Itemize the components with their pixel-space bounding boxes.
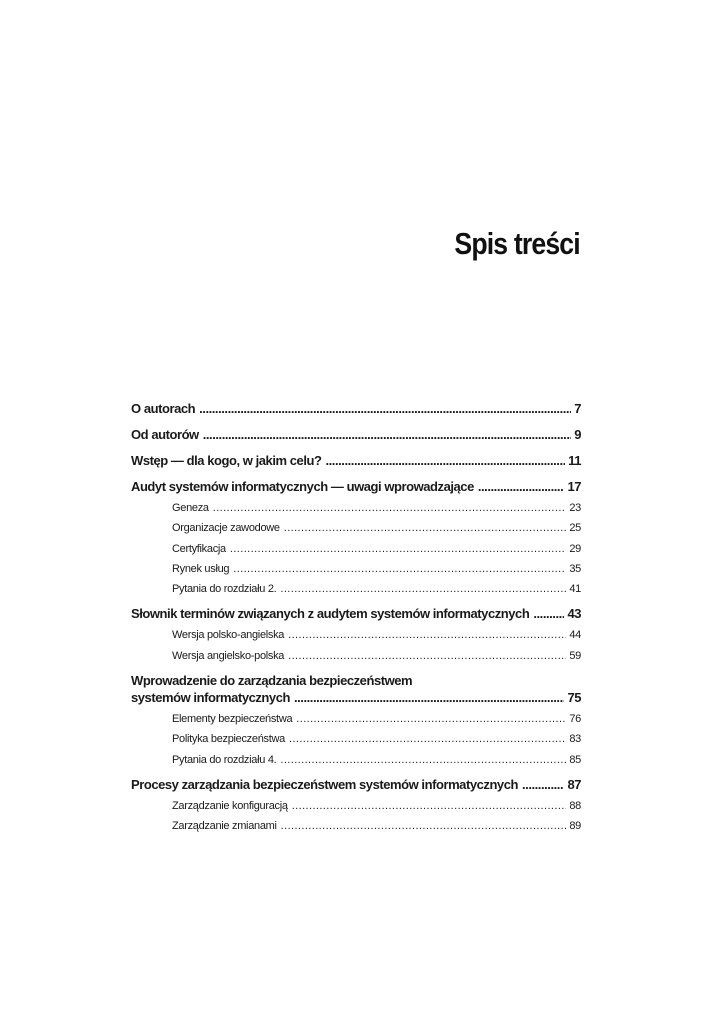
toc-subentry-label: Pytania do rozdziału 4. — [172, 753, 277, 766]
toc-subentry[interactable] — [131, 796, 581, 816]
toc-entry-label: Od autorów — [131, 427, 199, 442]
toc-page-number: 59 — [569, 649, 581, 662]
dot-leader — [280, 750, 566, 770]
toc-subentry-label: Certyfikacja — [172, 542, 226, 555]
toc-entry-label: Słownik terminów związanych z audytem systemów informatycznych — [131, 606, 530, 622]
dot-leader — [213, 498, 567, 518]
toc-entry-wstep[interactable] — [131, 452, 581, 470]
toc-page-number: 85 — [569, 753, 581, 766]
toc-subentry-label: Wersja polsko-angielska — [172, 629, 285, 642]
toc-page-number: 75 — [567, 690, 581, 706]
toc-entry-label: Audyt systemów informatycznych — uwagi wprowadzające — [131, 479, 474, 494]
toc-subentry-label: Zarządzanie zmianami — [172, 820, 277, 833]
toc-page-number: 83 — [569, 733, 581, 746]
toc-page-number: 41 — [569, 583, 581, 596]
toc-subentry-label: Wersja angielsko-polska — [172, 649, 285, 662]
toc-page-number: 88 — [569, 799, 581, 812]
toc-page-number: 87 — [567, 776, 581, 792]
toc-subentry[interactable] — [131, 625, 581, 645]
toc-subentry-label: Rynek usług — [172, 562, 230, 575]
dot-leader — [288, 646, 566, 666]
toc-entry-audyt[interactable] — [131, 478, 581, 496]
toc-subentry[interactable] — [131, 579, 581, 599]
dot-leader — [294, 689, 564, 707]
toc-page-number: 43 — [567, 606, 581, 622]
toc-subentry[interactable] — [131, 816, 581, 836]
toc-subentry-label: Geneza — [172, 502, 209, 514]
dot-leader — [284, 518, 567, 538]
toc-subentry[interactable] — [131, 539, 581, 559]
toc-page-number: 17 — [567, 479, 581, 494]
toc-subentry[interactable] — [131, 729, 581, 749]
toc-subentry[interactable] — [131, 559, 581, 579]
dot-leader — [233, 559, 566, 579]
dot-leader — [199, 400, 571, 418]
dot-leader — [289, 729, 566, 749]
dot-leader — [281, 816, 567, 836]
toc-entry-label: Wstęp — dla kogo, w jakim celu? — [131, 453, 322, 468]
toc-subentry-label: Organizacje zawodowe — [172, 522, 280, 535]
dot-leader — [292, 796, 567, 816]
dot-leader — [478, 478, 565, 496]
dot-leader — [296, 709, 566, 729]
toc-page-number: 25 — [569, 522, 581, 535]
dot-leader — [288, 625, 566, 645]
toc-subentry[interactable] — [131, 646, 581, 666]
toc-page-number: 89 — [569, 820, 581, 833]
toc-entry-label: O autorach — [131, 401, 196, 416]
dot-leader — [203, 426, 572, 444]
dot-leader — [533, 605, 564, 623]
toc-subentry[interactable] — [131, 750, 581, 770]
dot-leader — [522, 776, 564, 794]
toc-entry-slownik[interactable] — [131, 605, 581, 623]
toc-entry-label: systemów informatycznych — [131, 690, 290, 706]
dot-leader — [230, 539, 566, 559]
toc-subentry[interactable] — [131, 498, 581, 518]
dot-leader — [280, 579, 566, 599]
toc-subentry-label: Pytania do rozdziału 2. — [172, 583, 277, 596]
toc-page-number: 44 — [569, 629, 581, 642]
toc-subentry-label: Elementy bezpieczeństwa — [172, 713, 293, 726]
toc-subentry-label: Zarządzanie konfiguracją — [172, 799, 288, 812]
toc-page-number: 29 — [569, 542, 581, 555]
toc-page-number: 9 — [574, 427, 581, 442]
toc-entry-wprowadzenie[interactable] — [131, 689, 581, 707]
toc-page-number: 35 — [569, 562, 581, 575]
toc-entry-o-autorach[interactable] — [131, 400, 581, 418]
toc-page-number: 7 — [574, 401, 581, 416]
toc-page-number: 23 — [569, 502, 581, 514]
toc-entry-procesy[interactable] — [131, 776, 581, 794]
toc-page-number: 11 — [568, 453, 581, 468]
toc-entry-od-autorow[interactable] — [131, 426, 581, 444]
toc-subentry-label: Polityka bezpieczeństwa — [172, 733, 285, 746]
toc-entry-wprowadzenie-line1[interactable]: Wprowadzenie do zarządzania bezpieczeństwem — [131, 673, 413, 689]
toc-subentry[interactable] — [131, 709, 581, 729]
toc-page-number: 76 — [569, 713, 581, 726]
dot-leader — [325, 452, 565, 470]
toc-entry-label: Procesy zarządzania bezpieczeństwem systemów informatycznych — [131, 776, 518, 792]
table-of-contents — [131, 400, 581, 843]
page-title: Spis treści — [454, 226, 580, 261]
toc-subentry[interactable] — [131, 518, 581, 538]
